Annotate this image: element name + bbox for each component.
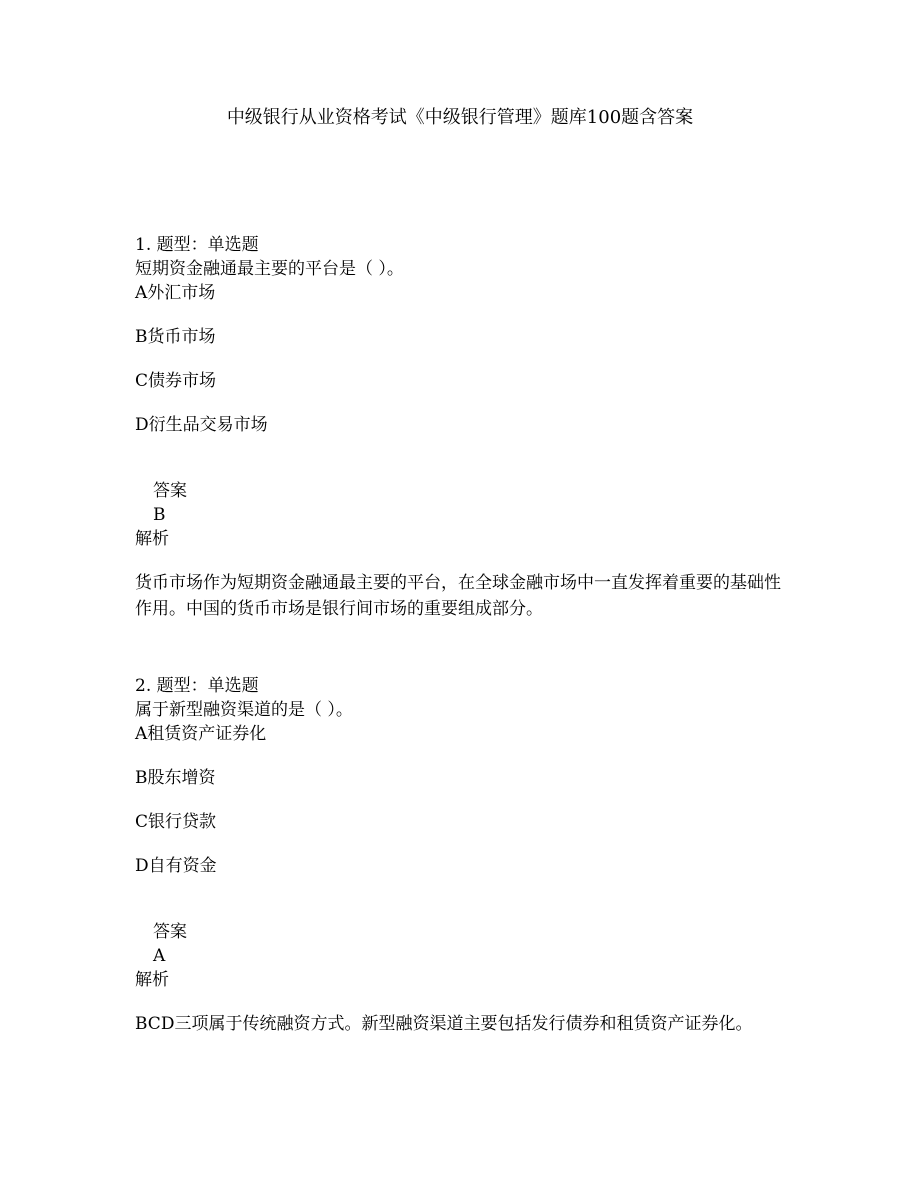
answer-value: A — [153, 946, 166, 966]
document-title: 中级银行从业资格考试《中级银行管理》题库100题含答案 — [226, 107, 694, 128]
option-b: B货币市场 — [135, 327, 216, 347]
option-a: A外汇市场 — [135, 283, 216, 303]
options-list — [135, 722, 795, 878]
question-2 — [135, 674, 795, 1037]
question-1 — [135, 233, 795, 622]
answer-value: B — [153, 505, 166, 525]
option-c: C债券市场 — [135, 371, 217, 391]
question-number-type: 1. 题型：单选题 — [135, 235, 259, 255]
question-number-type: 2. 题型：单选题 — [135, 676, 259, 696]
option-b: B股东增资 — [135, 768, 216, 788]
analysis-text: BCD三项属于传统融资方式。新型融资渠道主要包括发行债券和租赁资产证券化。 — [135, 1014, 753, 1034]
option-a: A租赁资产证券化 — [135, 724, 267, 744]
question-stem: 短期资金融通最主要的平台是（ ）。 — [135, 259, 404, 279]
question-stem: 属于新型融资渠道的是（ ）。 — [135, 700, 353, 720]
answer-label: 答案 — [153, 922, 187, 942]
analysis-label: 解析 — [135, 970, 169, 990]
answer-label: 答案 — [153, 481, 187, 501]
option-c: C银行贷款 — [135, 812, 217, 832]
option-d: D自有资金 — [135, 856, 217, 876]
options-list — [135, 281, 795, 437]
analysis-text: 货币市场作为短期资金融通最主要的平台，在全球金融市场中一直发挥着重要的基础性作用。中国的货币市场是银行间市场的重要组成部分。 — [135, 573, 781, 619]
option-d: D衍生品交易市场 — [135, 415, 268, 435]
analysis-label: 解析 — [135, 529, 169, 549]
